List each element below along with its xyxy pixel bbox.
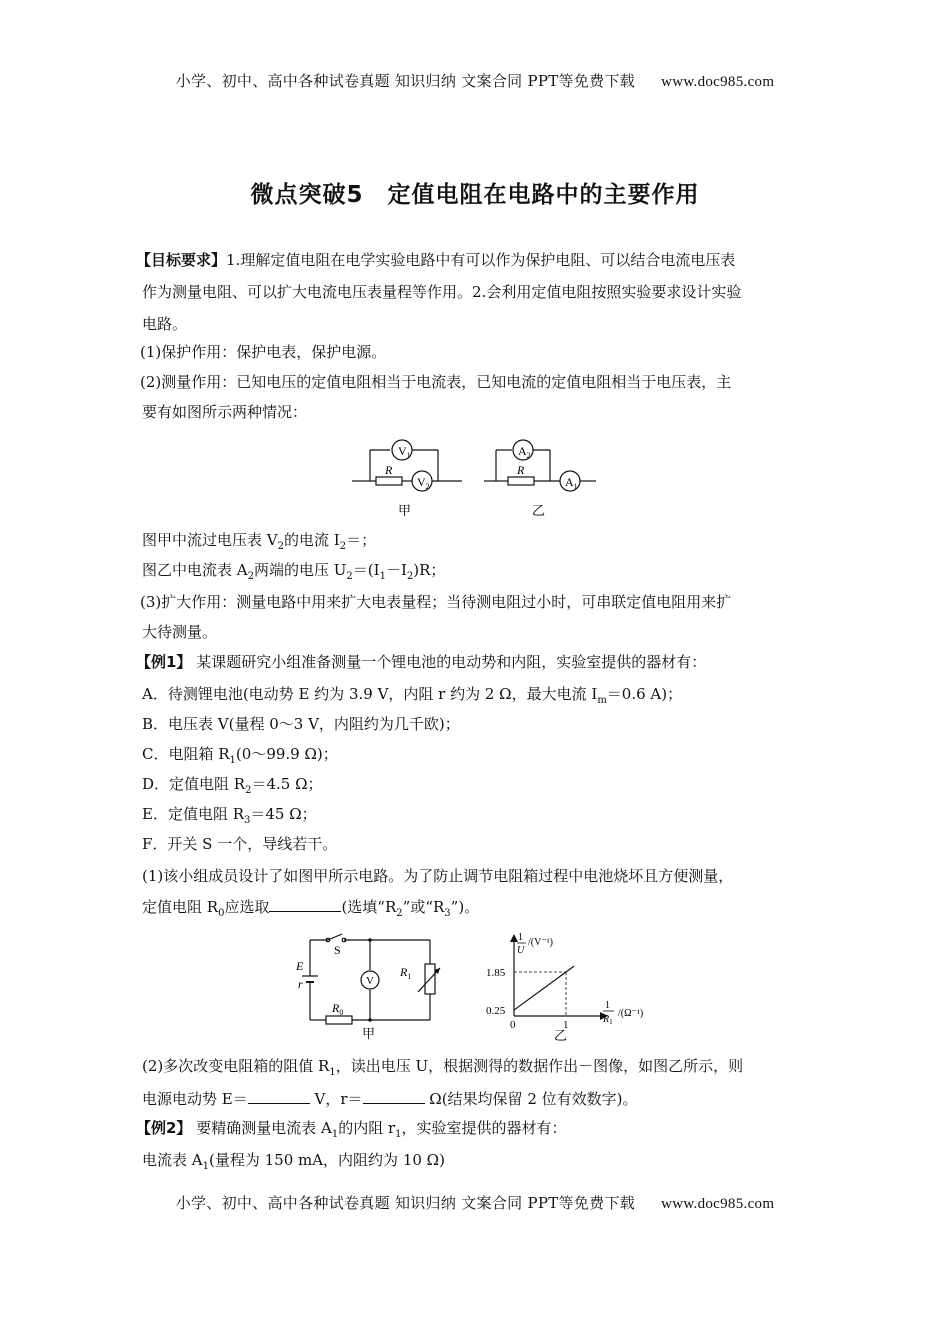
para-measure-1: (2)测量作用：已知电压的定值电阻相当于电流表，已知电流的定值电阻相当于电压表，主 bbox=[140, 373, 732, 391]
switch-label: S bbox=[334, 943, 341, 957]
y-tick-label: 0.25 bbox=[486, 1005, 506, 1018]
y-label-den: U bbox=[517, 945, 525, 956]
goal-line-2: 作为测量电阻、可以扩大电流电压表量程等作用。2.会利用定值电阻按照实验要求设计实验 bbox=[142, 283, 742, 301]
example-2-tag: 【例2】 bbox=[136, 1119, 192, 1137]
para-fig-b: 图乙中电流表 $A_2$两端的电压 $U_2=(I_1-I_2)R$； bbox=[142, 561, 446, 582]
y-tick-label: 1.85 bbox=[486, 967, 506, 979]
goal-line-3: 电路。 bbox=[142, 315, 188, 333]
option-b: B．电压表 V(量程 0～3 V，内阻约为几千欧)； bbox=[142, 715, 460, 733]
emf-label: E bbox=[296, 959, 304, 973]
fig1-v2-label: $V_2$ bbox=[417, 475, 430, 491]
r0-label: $R_0$ bbox=[332, 1001, 344, 1017]
question-1-line-1: (1)该小组成员设计了如图甲所示电路。为了防止调节电阻箱过程中电池烧坏且方便测量， bbox=[142, 867, 734, 885]
x-label-num: 1 bbox=[605, 1000, 610, 1011]
header-text: 小学、初中、高中各种试卷真题 知识归纳 文案合同 PPT等免费下载 bbox=[175, 72, 636, 90]
answer-blank-r[interactable] bbox=[363, 1088, 425, 1104]
fig1-r-label-b: R bbox=[517, 463, 525, 477]
example-2-intro: 【例2】 要精确测量电流表 $A_1$的内阻 $r_1$，实验室提供的器材有： bbox=[136, 1119, 567, 1140]
header-site[interactable]: www.doc985.com bbox=[661, 74, 775, 90]
para-expand-2: 大待测量。 bbox=[142, 623, 218, 641]
fig1-a1-label: $A_1$ bbox=[565, 475, 578, 491]
example-1-intro: 【例1】 某课题研究小组准备测量一个锂电池的电动势和内阻，实验室提供的器材有： bbox=[136, 653, 707, 671]
para-protect: (1)保护作用：保护电表，保护电源。 bbox=[140, 343, 387, 361]
y-label-unit: /(V⁻¹) bbox=[528, 937, 553, 948]
fig1-caption-b: 乙 bbox=[532, 503, 546, 518]
y-label-num: 1 bbox=[518, 932, 523, 943]
x-tick-label: 1 bbox=[563, 1019, 569, 1031]
fig1-v1-label: $V_1$ bbox=[398, 444, 411, 460]
answer-blank-r0[interactable] bbox=[269, 896, 341, 912]
option-e: E．定值电阻 $R_3=45$ Ω； bbox=[142, 805, 317, 826]
footer-text: 小学、初中、高中各种试卷真题 知识归纳 文案合同 PPT等免费下载 bbox=[175, 1194, 636, 1212]
option-c: C．电阻箱 $R_1(0\sim 99.9$ Ω)； bbox=[142, 745, 338, 766]
figure-circuit-a bbox=[290, 928, 450, 1040]
data-line bbox=[514, 966, 574, 1010]
para-measure-2: 要有如图所示两种情况： bbox=[142, 403, 308, 421]
fig1-r-label-a: R bbox=[385, 463, 393, 477]
option-f: F．开关 S 一个，导线若干。 bbox=[142, 835, 338, 853]
figure-measure-circuits bbox=[350, 436, 600, 522]
question-2-line-2: 电源电动势 E＝ V，r＝ Ω(结果均保留 2 位有效数字)。 bbox=[142, 1090, 638, 1108]
footer-site[interactable]: www.doc985.com bbox=[661, 1196, 775, 1212]
goal-tag: 【目标要求】 bbox=[136, 251, 227, 269]
x-label-unit: /(Ω⁻¹) bbox=[618, 1008, 644, 1019]
example-2-item-1: 电流表 $A_1$(量程为 150 mA，内阻约为 10 Ω) bbox=[142, 1151, 445, 1172]
voltmeter-label: V bbox=[366, 975, 374, 987]
para-fig-a: 图甲中流过电压表 $V_2$的电流 $I_2=$； bbox=[142, 531, 377, 552]
r1-label: $R_1$ bbox=[400, 965, 412, 981]
x-label-den: $R_1$ bbox=[603, 1014, 613, 1026]
option-d: D．定值电阻 $R_2=4.5$ Ω； bbox=[142, 775, 323, 796]
internal-r-label: r bbox=[298, 977, 303, 991]
para-expand-1: (3)扩大作用：测量电路中用来扩大电表量程；当待测电阻过小时，可串联定值电阻用来扩 bbox=[140, 593, 732, 611]
fig1-a2-label: $A_2$ bbox=[518, 444, 531, 460]
option-a: A．待测锂电池(电动势 E 约为 3.9 V，内阻 r 约为 2 Ω，最大电流 $I_m=0.6$ A)； bbox=[142, 685, 683, 706]
page-footer bbox=[0, 1192, 950, 1213]
example-1-tag: 【例1】 bbox=[136, 653, 192, 671]
question-2-line-1: (2)多次改变电阻箱的阻值 $R_1$，读出电压 U，根据测得的数据作出－图像，如图乙所示，则 bbox=[142, 1057, 744, 1078]
fig2-caption-a: 甲 bbox=[362, 1026, 376, 1040]
fig1-caption-a: 甲 bbox=[398, 503, 412, 518]
goal-line-1: 【目标要求】1.理解定值电阻在电学实验电路中有可以作为保护电阻、可以结合电流电压表 bbox=[136, 251, 736, 269]
figure-graph-b bbox=[480, 926, 660, 1044]
fig2-caption-b: 乙 bbox=[554, 1028, 568, 1043]
answer-blank-e[interactable] bbox=[248, 1088, 310, 1104]
page-title: 微点突破5 定值电阻在电路中的主要作用 bbox=[250, 182, 700, 208]
page-header bbox=[0, 70, 950, 91]
x-tick-label: 0 bbox=[510, 1019, 516, 1031]
question-1-line-2: 定值电阻 $R_0$应选取 (选填“$R_2$”或“$R_3$”)。 bbox=[142, 898, 480, 919]
